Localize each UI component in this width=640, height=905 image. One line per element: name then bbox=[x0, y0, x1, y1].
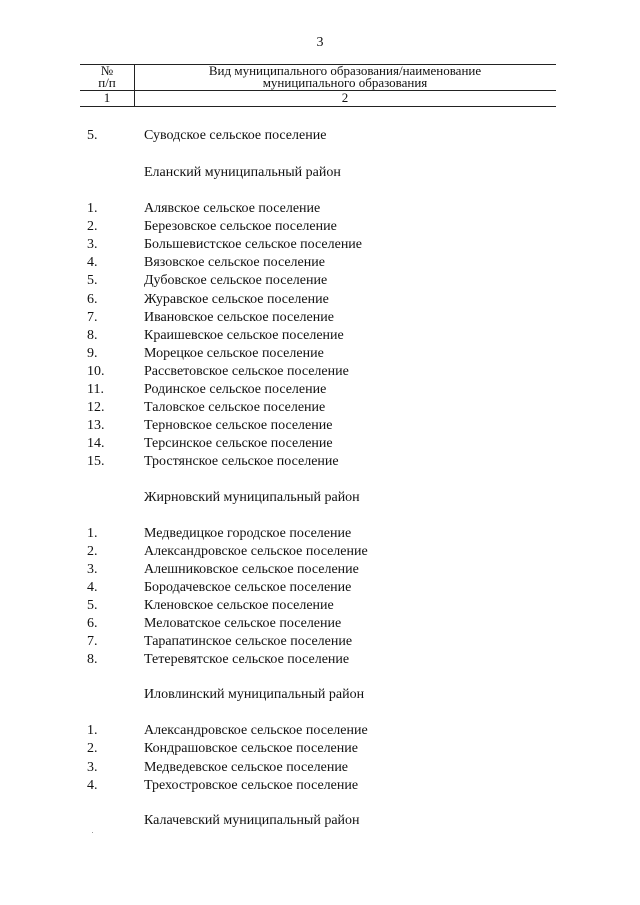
list-item bbox=[0, 759, 640, 777]
item-name: Ивановское сельское поселение bbox=[144, 309, 334, 325]
item-number: 14. bbox=[87, 436, 105, 452]
item-name: Журавское сельское поселение bbox=[144, 291, 329, 307]
item-name: Медведевское сельское поселение bbox=[144, 759, 349, 775]
item-number: 12. bbox=[87, 400, 105, 416]
list-item bbox=[0, 236, 640, 254]
header-col1-line1: № bbox=[100, 63, 114, 78]
item-name: Бородачевское сельское поселение bbox=[144, 579, 352, 595]
item-number: 7. bbox=[87, 309, 98, 325]
item-number: 8. bbox=[87, 652, 98, 668]
item-number: 15. bbox=[87, 454, 105, 470]
item-name: Алявское сельское поселение bbox=[144, 201, 321, 216]
header-col2-line1: Вид муниципального образования/наименование bbox=[208, 63, 482, 78]
item-name: Александровское сельское поселение bbox=[144, 543, 368, 559]
item-name: Александровское сельское поселение bbox=[144, 723, 368, 739]
item-name: Морецкое сельское поселение bbox=[144, 345, 324, 361]
list-item bbox=[0, 218, 640, 236]
district-heading bbox=[0, 164, 640, 182]
item-name: Тростянское сельское поселение bbox=[144, 454, 339, 470]
scan-speck bbox=[92, 832, 93, 833]
item-name: Кленовское сельское поселение bbox=[144, 597, 334, 613]
item-number: 13. bbox=[87, 418, 105, 434]
item-number: 9. bbox=[87, 345, 98, 361]
item-number: 6. bbox=[87, 616, 98, 631]
item-number: 1. bbox=[87, 723, 98, 739]
item-number: 10. bbox=[87, 363, 105, 379]
list-item bbox=[0, 200, 640, 218]
item-name: Алешниковское сельское поселение bbox=[144, 561, 359, 577]
district-title: Жирновский муниципальный район bbox=[144, 489, 360, 505]
item-name: Дубовское сельское поселение bbox=[144, 273, 328, 289]
list-item bbox=[0, 127, 640, 145]
district-title: Еланский муниципальный район bbox=[144, 165, 341, 180]
item-name: Вязовское сельское поселение bbox=[144, 255, 325, 271]
item-name: Суводское сельское поселение bbox=[144, 128, 327, 143]
list-item bbox=[0, 345, 640, 363]
item-name: Меловатское сельское поселение bbox=[144, 616, 342, 631]
item-number: 5. bbox=[87, 273, 98, 289]
district-heading bbox=[0, 489, 640, 507]
list-item bbox=[0, 254, 640, 272]
district-heading bbox=[0, 686, 640, 704]
list-item bbox=[0, 309, 640, 327]
list-item bbox=[0, 453, 640, 471]
header-bottom-rule bbox=[80, 106, 556, 107]
list-item bbox=[0, 777, 640, 795]
district-heading bbox=[0, 812, 640, 830]
item-name: Терсинское сельское поселение bbox=[144, 436, 333, 452]
item-number: 1. bbox=[87, 201, 98, 216]
item-name: Таловское сельское поселение bbox=[144, 400, 326, 416]
header-middle-rule bbox=[80, 90, 556, 91]
header-col1-line2: п/п bbox=[98, 75, 116, 90]
item-number: 5. bbox=[87, 597, 98, 613]
item-number: 4. bbox=[87, 255, 98, 271]
item-number: 5. bbox=[87, 128, 98, 143]
item-number: 2. bbox=[87, 741, 98, 757]
item-name: Медведицкое городское поселение bbox=[144, 525, 352, 541]
item-number: 8. bbox=[87, 327, 98, 343]
list-item bbox=[0, 740, 640, 758]
header-col2-line2: муниципального образования bbox=[262, 75, 428, 90]
district-title: Калачевский муниципальный район bbox=[144, 812, 360, 828]
page-number: 3 bbox=[316, 35, 324, 50]
item-number: 4. bbox=[87, 777, 98, 793]
item-name: Рассветовское сельское поселение bbox=[144, 363, 349, 379]
list-item bbox=[0, 417, 640, 435]
item-number: 3. bbox=[87, 561, 98, 577]
item-number: 6. bbox=[87, 291, 98, 307]
header-col1-number: 1 bbox=[103, 90, 111, 105]
list-item bbox=[0, 722, 640, 740]
table-header bbox=[80, 64, 556, 107]
item-number: 2. bbox=[87, 219, 98, 235]
district-title: Иловлинский муниципальный район bbox=[144, 687, 365, 703]
list-item bbox=[0, 399, 640, 417]
item-number: 11. bbox=[87, 382, 104, 397]
item-number: 2. bbox=[87, 543, 98, 559]
list-item bbox=[0, 435, 640, 453]
item-name: Тарапатинское сельское поселение bbox=[144, 634, 353, 650]
header-col2-number: 2 bbox=[341, 90, 349, 105]
list-item bbox=[0, 561, 640, 579]
item-name: Краишевское сельское поселение bbox=[144, 327, 344, 343]
list-item bbox=[0, 272, 640, 290]
list-item bbox=[0, 597, 640, 615]
item-name: Трехостровское сельское поселение bbox=[144, 777, 359, 793]
list-item bbox=[0, 633, 640, 651]
item-name: Березовское сельское поселение bbox=[144, 219, 337, 235]
list-item bbox=[0, 291, 640, 309]
item-name: Большевистское сельское поселение bbox=[144, 237, 363, 253]
list-item bbox=[0, 615, 640, 633]
item-number: 3. bbox=[87, 759, 98, 775]
item-number: 1. bbox=[87, 525, 98, 541]
item-name: Тетеревятское сельское поселение bbox=[144, 652, 350, 668]
list-item bbox=[0, 363, 640, 381]
item-name: Кондрашовское сельское поселение bbox=[144, 741, 358, 757]
item-number: 3. bbox=[87, 237, 98, 253]
list-item bbox=[0, 525, 640, 543]
item-number: 4. bbox=[87, 579, 98, 595]
item-number: 7. bbox=[87, 634, 98, 650]
list-item bbox=[0, 651, 640, 669]
item-name: Терновское сельское поселение bbox=[144, 418, 333, 434]
item-name: Родинское сельское поселение bbox=[144, 382, 327, 397]
list-item bbox=[0, 327, 640, 345]
list-item bbox=[0, 579, 640, 597]
list-item bbox=[0, 381, 640, 399]
list-item bbox=[0, 543, 640, 561]
